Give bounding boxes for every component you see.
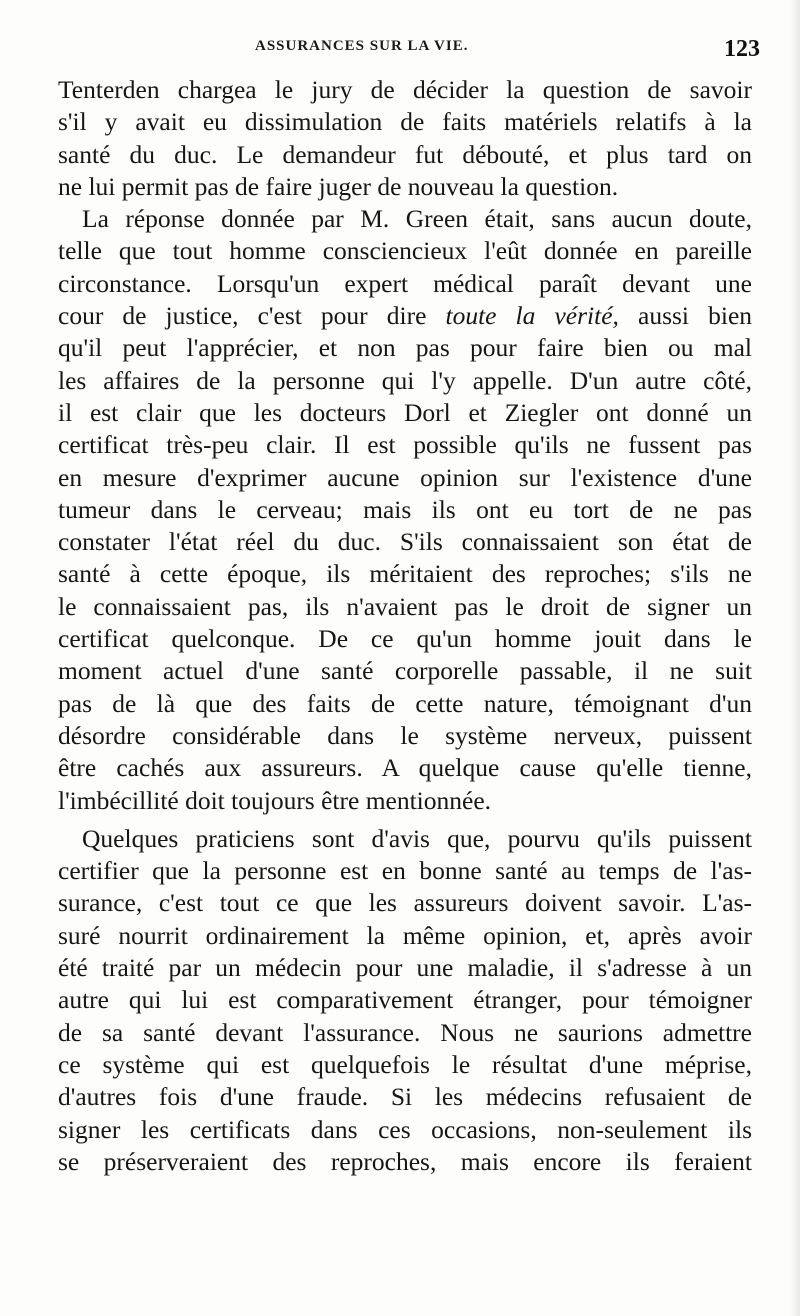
text-segment: aussi bien: [638, 301, 753, 331]
text-line: désordre considérable dans le système nerveux, puissent: [58, 720, 752, 750]
paragraph-1: [58, 74, 752, 203]
page-number: 123: [724, 36, 760, 62]
text-line: La réponse donnée par M. Green était, sans aucun doute,: [82, 204, 752, 234]
text-line: été traité par un médecin pour une maladie, il s'adresse à un: [58, 953, 752, 983]
text-line: constater l'état réel du duc. S'ils connaissaient son état de: [58, 527, 752, 557]
text-line-with-italic: [58, 300, 752, 332]
text-line: suré nourrit ordinairement la même opinion, et, après avoir: [58, 920, 752, 950]
body-text: [58, 74, 752, 1178]
text-line: signer les certificats dans ces occasions, non-seulement ils: [58, 1114, 752, 1144]
text-line: ne lui permit pas de faire juger de nouveau la question.: [58, 171, 619, 201]
text-line: les affaires de la personne qui l'y appelle. D'un autre côté,: [58, 365, 752, 395]
text-line: telle que tout homme consciencieux l'eût donnée en pareille: [58, 236, 752, 266]
text-line: il est clair que les docteurs Dorl et Ziegler ont donné un: [58, 397, 752, 427]
text-line: tumeur dans le cerveau; mais ils ont eu tort de ne pas: [58, 494, 752, 524]
text-line: être cachés aux assureurs. A quelque cause qu'elle tienne,: [58, 753, 752, 783]
text-line: s'il y avait eu dissimulation de faits matériels relatifs à la: [58, 107, 752, 137]
text-line: Tenterden chargea le jury de décider la question de savoir: [58, 75, 752, 104]
text-line: qu'il peut l'apprécier, et non pas pour faire bien ou mal: [58, 333, 752, 363]
paragraph-3: [58, 823, 752, 1178]
text-line: certificat très-peu clair. Il est possible qu'ils ne fussent pas: [58, 430, 752, 460]
text-line: se préserveraient des reproches, mais encore ils feraient: [58, 1146, 752, 1176]
text-line: autre qui lui est comparativement étranger, pour témoigner: [58, 985, 752, 1015]
text-line: le connaissaient pas, ils n'avaient pas le droit de signer un: [58, 591, 752, 621]
text-line: moment actuel d'une santé corporelle passable, il ne suit: [58, 656, 752, 686]
text-line: surance, c'est tout ce que les assureurs doivent savoir. L'as-: [58, 888, 752, 918]
page-edge-shadow: [790, 0, 800, 1316]
text-line: de sa santé devant l'assurance. Nous ne saurions admettre: [58, 1017, 752, 1047]
text-line: l'imbécillité doit toujours être mentionnée.: [58, 785, 492, 815]
text-line: ce système qui est quelquefois le résultat d'une méprise,: [58, 1049, 752, 1079]
text-line: santé à cette époque, ils méritaient des reproches; s'ils ne: [58, 559, 752, 589]
paragraph-2: [58, 203, 752, 817]
text-line: certifier que la personne est en bonne santé au temps de l'as-: [58, 856, 752, 886]
text-line: pas de là que des faits de cette nature, témoignant d'un: [58, 688, 752, 718]
text-segment: cour de justice, c'est pour dire: [58, 301, 427, 331]
text-line: circonstance. Lorsqu'un expert médical paraît devant une: [58, 268, 752, 298]
text-line: certificat quelconque. De ce qu'un homme jouit dans le: [58, 624, 752, 654]
text-line: santé du duc. Le demandeur fut débouté, et plus tard on: [58, 139, 752, 169]
text-line: Quelques praticiens sont d'avis que, pourvu qu'ils puissent: [82, 823, 752, 853]
text-line: en mesure d'exprimer aucune opinion sur l'existence d'une: [58, 462, 752, 492]
italic-phrase: toute la vérité,: [445, 301, 619, 331]
text-line: d'autres fois d'une fraude. Si les médecins refusaient de: [58, 1082, 752, 1112]
running-title: ASSURANCES SUR LA VIE.: [255, 38, 469, 54]
